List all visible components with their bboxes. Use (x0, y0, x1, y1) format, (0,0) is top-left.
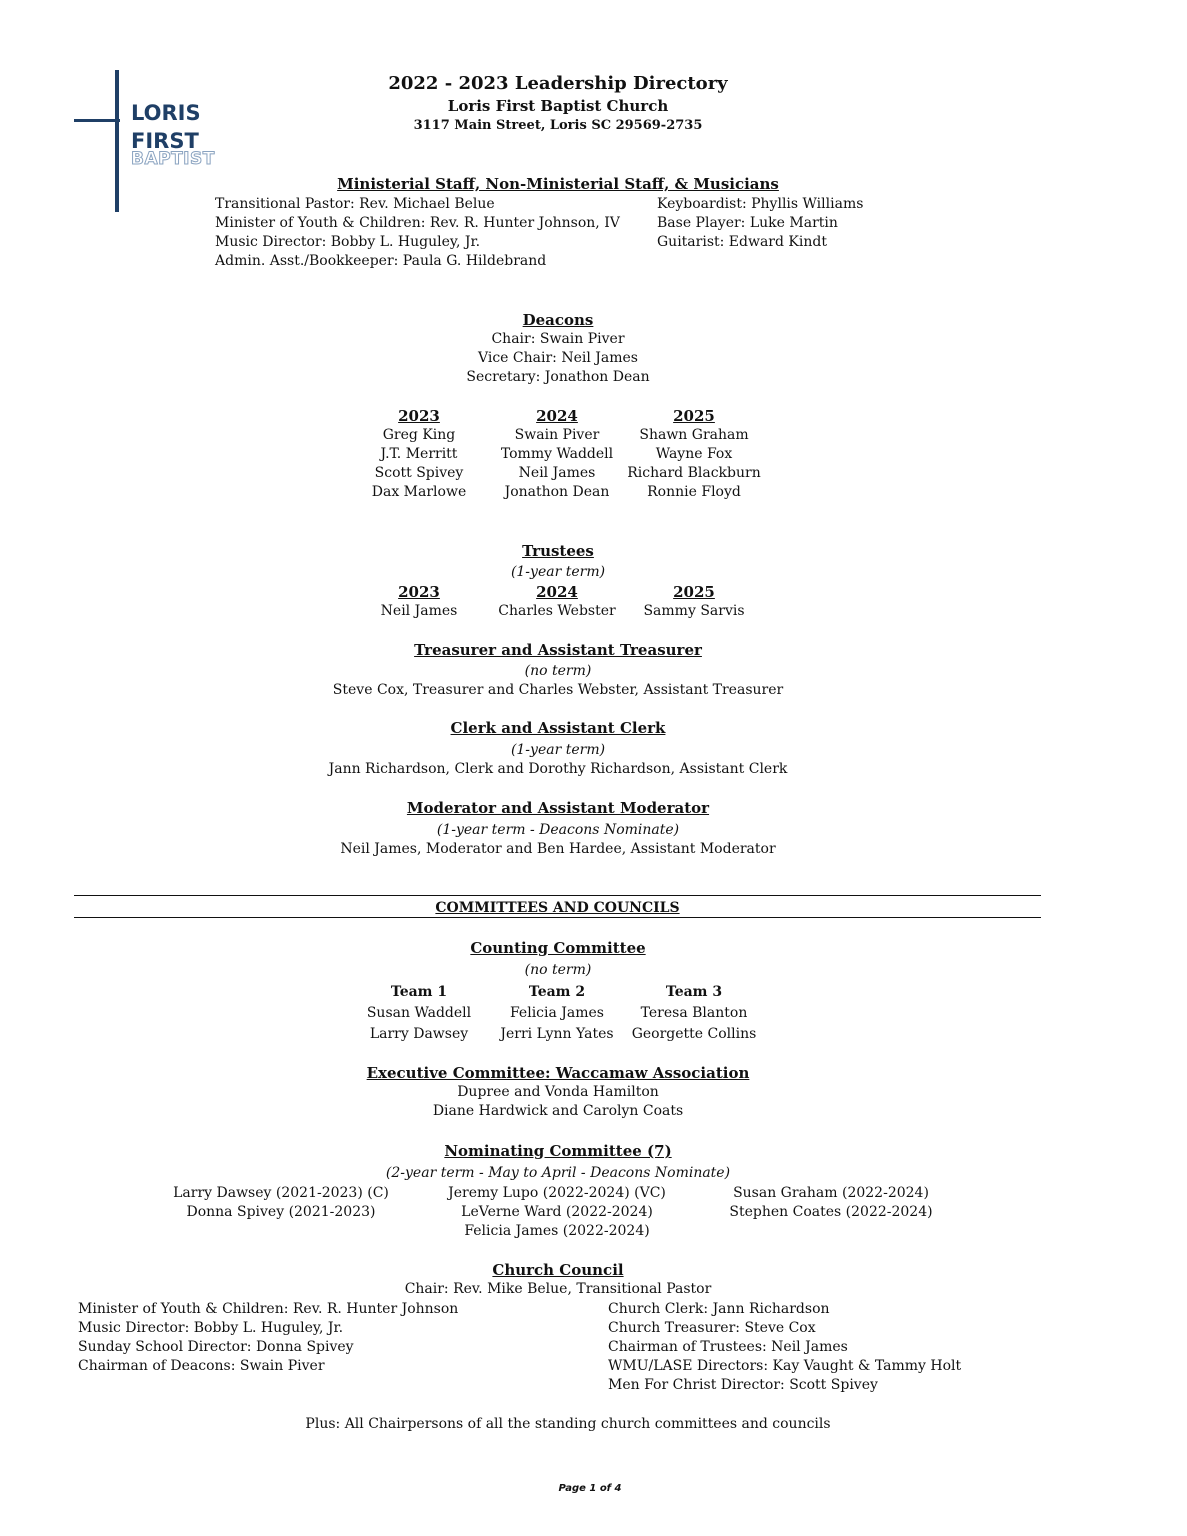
deacon-name: Dax Marlowe (371, 484, 467, 500)
team-member: Georgette Collins (631, 1026, 757, 1042)
logo-cross-vertical (115, 70, 119, 212)
clerk-term: (1-year term) (510, 742, 606, 758)
page-title: 2022 - 2023 Leadership Directory (388, 73, 728, 94)
trustee-name: Neil James (380, 603, 458, 619)
trustees-term: (1-year term) (510, 564, 606, 580)
council-section (250, 1261, 866, 1299)
moderator-text: Neil James, Moderator and Ben Hardee, Assistant Moderator (340, 841, 776, 857)
team-member: Jerri Lynn Yates (500, 1026, 614, 1042)
document-header (300, 72, 816, 136)
page-number: Page 1 of 4 (558, 1483, 622, 1494)
trustees-year: 2024 (536, 583, 578, 601)
nominating-left-column (150, 1184, 412, 1222)
clerk-text: Jann Richardson, Clerk and Dorothy Richardson, Assistant Clerk (328, 761, 788, 777)
logo-word-baptist: BAPTIST (131, 149, 215, 169)
treasurer-heading: Treasurer and Assistant Treasurer (414, 641, 702, 659)
staff-entry: Minister of Youth & Children: Rev. R. Hunter Johnson, IV (215, 215, 620, 231)
deacons-section (300, 311, 816, 387)
team-member: Larry Dawsey (369, 1026, 469, 1042)
trustees-year: 2023 (398, 583, 440, 601)
nominating-heading: Nominating Committee (7) (444, 1142, 672, 1160)
council-right-list (608, 1300, 961, 1395)
staff-entry: Admin. Asst./Bookkeeper: Paula G. Hildebrand (215, 253, 547, 269)
team-name: Team 3 (665, 984, 723, 1000)
trustee-name: Sammy Sarvis (643, 603, 745, 619)
deacon-name: Richard Blackburn (627, 465, 761, 481)
council-left-list (78, 1300, 458, 1376)
executive-heading: Executive Committee: Waccamaw Association (366, 1064, 750, 1082)
staff-entry: Transitional Pastor: Rev. Michael Belue (215, 196, 495, 212)
staff-right-list (657, 195, 863, 252)
divider-top (74, 895, 1041, 896)
deacons-column-2024 (487, 407, 627, 502)
deacon-name: Neil James (518, 465, 596, 481)
logo-word-loris: LORIS (131, 101, 201, 125)
nominating-term: (2-year term - May to April - Deacons Nominate) (385, 1165, 731, 1181)
committees-title: COMMITTEES AND COUNCILS (435, 900, 680, 916)
deacon-officer: Secretary: Jonathon Dean (466, 369, 650, 385)
team-name: Team 2 (528, 984, 586, 1000)
team-member: Felicia James (509, 1005, 604, 1021)
council-member: Chairman of Deacons: Swain Piver (78, 1358, 325, 1374)
trustees-column-2024 (487, 583, 627, 621)
counting-term: (no term) (524, 962, 592, 978)
treasurer-term: (no term) (524, 663, 592, 679)
staff-entry: Music Director: Bobby L. Huguley, Jr. (215, 234, 481, 250)
deacon-name: Tommy Waddell (500, 446, 614, 462)
deacon-officer: Vice Chair: Neil James (478, 350, 638, 366)
executive-member: Dupree and Vonda Hamilton (457, 1084, 659, 1100)
council-member: Church Treasurer: Steve Cox (608, 1320, 816, 1336)
deacons-year: 2024 (536, 407, 578, 425)
nominating-member: Felicia James (2022-2024) (464, 1223, 650, 1239)
church-name: Loris First Baptist Church (447, 97, 669, 115)
deacon-name: Wayne Fox (655, 446, 733, 462)
trustees-heading: Trustees (522, 542, 594, 560)
deacon-name: Greg King (382, 427, 456, 443)
deacon-officer: Chair: Swain Piver (491, 331, 625, 347)
council-member: WMU/LASE Directors: Kay Vaught & Tammy Holt (608, 1358, 962, 1374)
staff-heading: Ministerial Staff, Non-Ministerial Staff, & Musicians (337, 175, 779, 193)
moderator-term: (1-year term - Deacons Nominate) (436, 822, 680, 838)
deacons-heading: Deacons (522, 311, 594, 329)
council-plus-note: Plus: All Chairpersons of all the standing church committees and councils (305, 1416, 831, 1432)
trustees-year: 2025 (673, 583, 715, 601)
counting-heading: Counting Committee (470, 939, 646, 957)
deacon-name: Ronnie Floyd (647, 484, 741, 500)
nominating-right-column (700, 1184, 962, 1222)
counting-team-2 (487, 982, 627, 1045)
council-member: Men For Christ Director: Scott Spivey (608, 1377, 878, 1393)
nominating-member: Susan Graham (2022-2024) (733, 1185, 929, 1201)
trustees-section (300, 542, 816, 582)
deacons-year: 2025 (673, 407, 715, 425)
logo-cross-horizontal (74, 119, 120, 122)
nominating-middle-column (426, 1184, 688, 1241)
team-member: Susan Waddell (366, 1005, 472, 1021)
musician-entry: Guitarist: Edward Kindt (657, 234, 827, 250)
deacon-name: Scott Spivey (374, 465, 464, 481)
nominating-member: LeVerne Ward (2022-2024) (461, 1204, 653, 1220)
treasurer-section (250, 641, 866, 700)
counting-section (300, 939, 816, 980)
deacon-name: Jonathon Dean (504, 484, 610, 500)
council-member: Chairman of Trustees: Neil James (608, 1339, 848, 1355)
trustees-column-2025 (624, 583, 764, 621)
council-member: Minister of Youth & Children: Rev. R. Hunter Johnson (78, 1301, 459, 1317)
musician-entry: Keyboardist: Phyllis Williams (657, 196, 864, 212)
executive-member: Diane Hardwick and Carolyn Coats (432, 1103, 684, 1119)
divider-bottom (74, 917, 1041, 918)
musician-entry: Base Player: Luke Martin (657, 215, 838, 231)
staff-left-list (215, 195, 620, 271)
counting-team-3 (624, 982, 764, 1045)
moderator-section (250, 799, 866, 859)
council-member: Music Director: Bobby L. Huguley, Jr. (78, 1320, 344, 1336)
team-name: Team 1 (390, 984, 448, 1000)
treasurer-text: Steve Cox, Treasurer and Charles Webster, Assistant Treasurer (332, 682, 784, 698)
trustee-name: Charles Webster (498, 603, 616, 619)
clerk-section (250, 719, 866, 779)
council-heading: Church Council (492, 1261, 624, 1279)
trustees-column-2023 (350, 583, 488, 621)
deacon-name: Swain Piver (514, 427, 600, 443)
counting-team-1 (350, 982, 488, 1045)
logo-word-first: FIRST (131, 129, 199, 153)
nominating-member: Jeremy Lupo (2022-2024) (VC) (448, 1185, 666, 1201)
executive-section (250, 1064, 866, 1121)
nominating-member: Larry Dawsey (2021-2023) (C) (173, 1185, 389, 1201)
church-address: 3117 Main Street, Loris SC 29569-2735 (413, 118, 703, 133)
deacons-column-2023 (350, 407, 488, 502)
deacons-column-2025 (624, 407, 764, 502)
nominating-member: Stephen Coates (2022-2024) (729, 1204, 933, 1220)
nominating-section (250, 1142, 866, 1183)
council-member: Church Clerk: Jann Richardson (608, 1301, 830, 1317)
deacons-year: 2023 (398, 407, 440, 425)
council-chair: Chair: Rev. Mike Belue, Transitional Pastor (404, 1281, 712, 1297)
deacon-name: Shawn Graham (639, 427, 749, 443)
council-member: Sunday School Director: Donna Spivey (78, 1339, 354, 1355)
nominating-member: Donna Spivey (2021-2023) (186, 1204, 376, 1220)
moderator-heading: Moderator and Assistant Moderator (406, 799, 710, 817)
clerk-heading: Clerk and Assistant Clerk (450, 719, 666, 737)
team-member: Teresa Blanton (640, 1005, 748, 1021)
deacon-name: J.T. Merritt (380, 446, 458, 462)
